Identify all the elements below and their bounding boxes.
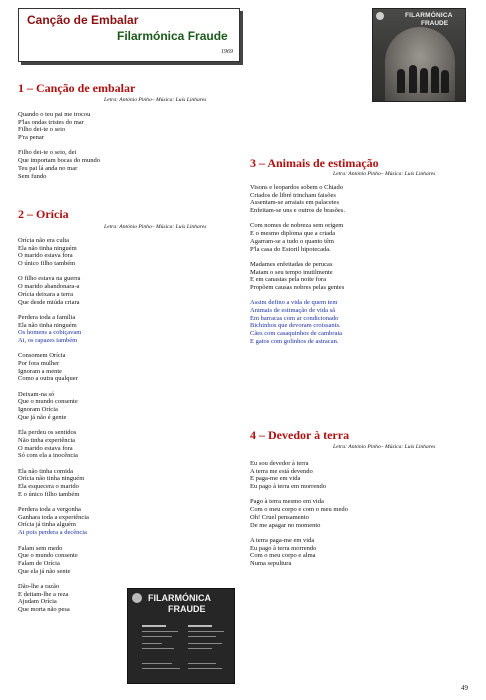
lyric-line: Que já não é gente [18, 413, 67, 421]
cover-top-line1: FILARMÓNICA [405, 12, 453, 19]
lyric-line: Não tinha experiência [18, 436, 76, 444]
lyric-line: Eu pago à terra em morrendo [250, 483, 326, 491]
lyric-line: Que ela já não sente [18, 567, 71, 575]
stanza [18, 506, 89, 537]
stanza [18, 468, 89, 499]
lyric-line: E o único filho também [18, 490, 80, 498]
band-member-figure [431, 66, 439, 93]
credits-decoration [188, 663, 216, 664]
header-title: Canção de Embalar [27, 13, 139, 27]
lyric-line: Ai, os rapazes também [18, 336, 78, 344]
tracklist-decoration [142, 631, 178, 632]
lyric-line: Cães com casaquinhos de cambraia [250, 330, 343, 338]
lyric-line: A terra paga-me em vida [250, 536, 315, 544]
lyric-line: Perdera toda a família [18, 313, 76, 321]
tracklist-decoration [188, 648, 212, 649]
lyric-line: E paga-me em vida [250, 475, 301, 483]
stanza [18, 352, 89, 383]
song-3-lyrics [250, 184, 345, 353]
song-2-lyrics [18, 237, 89, 621]
lyric-line: Sem fundo [18, 172, 47, 180]
tracklist-decoration [142, 643, 162, 644]
song-3-title: 3 – Animais de estimação [250, 156, 379, 170]
lyric-line: Quando o teu pai me trocou [18, 111, 91, 118]
lyric-line: Madames enfeitadas de perucas [250, 260, 333, 268]
lyric-line: Assentam-se arraiais em palacetes [250, 199, 339, 207]
credits-decoration [188, 668, 222, 669]
lyric-line: Assim defino a vida de quem tem [250, 299, 338, 307]
lyric-line: Em barracas com ar condicionado [250, 314, 339, 322]
stanza [250, 299, 345, 345]
lyric-line: P'las ondas tristes do mar [18, 118, 84, 126]
lyric-line: Que o mundo consente [18, 398, 78, 406]
tracklist-decoration [188, 631, 224, 632]
song-4-credit: Letra: António Pinho– Música: Luís Linhares [333, 444, 436, 450]
lyric-line: E o mesmo diploma que a criada [250, 230, 336, 238]
stanza [18, 275, 89, 306]
lyric-line: O marido abandonara-a [18, 283, 80, 291]
lyric-line: Orícia não tinha ninguém [18, 475, 85, 483]
song-3-credit: Letra: António Pinho– Música: Luís Linhares [333, 171, 436, 177]
album-cover-bottom [127, 588, 235, 684]
tracklist-decoration [142, 648, 174, 649]
lyric-line: Criados de libré trincham faisões [250, 191, 336, 199]
lyric-line: Que desde miúda criara [18, 298, 80, 306]
stanza [250, 184, 345, 215]
lyric-line: Ela perdeu os sentidos [18, 429, 77, 437]
lyric-line: Com o meu corpo e com o meu medo [250, 506, 348, 514]
lyric-line: Ela esquecera o marido [18, 483, 79, 490]
song-1-credit: Letra: António Pinho– Música: Luís Linhares [104, 97, 207, 103]
lyric-line: E em canastas pela noite fora [250, 276, 326, 284]
lyric-line: Que morta não pesa [18, 606, 70, 613]
lyric-line: De me apagar no momento [250, 521, 321, 529]
credits-decoration [142, 663, 172, 664]
band-member-figure [420, 68, 428, 93]
lyric-line: Numa sepultura [250, 559, 292, 567]
lyric-line: Dão-lhe a razão [18, 582, 60, 590]
lyric-line: Ai pois perdera a decência [18, 529, 87, 537]
band-member-figure [441, 70, 449, 93]
lyric-line: Propõem causas nobres pelas gentes [250, 283, 345, 291]
stanza [18, 545, 89, 576]
stanza [18, 149, 100, 180]
song-1-title: 1 – Canção de embalar [18, 81, 136, 95]
header-band: Filarmónica Fraude [117, 29, 228, 43]
stanza [250, 537, 348, 568]
lyric-line: Falam sem medo [18, 544, 63, 552]
stanza [18, 111, 100, 142]
stanza [18, 391, 89, 422]
stanza [250, 498, 348, 529]
band-member-figure [409, 65, 417, 93]
lyric-line: Bichinhos que devoram croissants. [250, 322, 341, 330]
tracklist-decoration [188, 643, 222, 644]
lyric-line: Ela não tinha ninguém [18, 321, 77, 329]
lyric-line: Os homens a cobiçavam [18, 329, 82, 337]
record-label-logo-icon [132, 593, 142, 603]
record-label-logo-icon [376, 12, 384, 20]
lyric-line: Com o meu corpo e alma [250, 552, 316, 560]
lyric-line: Enfeitam-se uns e outros de brasões. [250, 207, 345, 215]
stanza [250, 460, 348, 491]
band-member-figure [397, 69, 405, 93]
song-4-title: 4 – Devedor à terra [250, 428, 350, 442]
lyric-line: O marido estava fora [18, 444, 73, 452]
song-1-lyrics [18, 111, 100, 188]
lyric-line: Só com ela a inocência [18, 452, 78, 460]
lyric-line: Filho dei-te o seio [18, 126, 66, 134]
tracklist-decoration [142, 636, 172, 637]
stanza [18, 314, 89, 345]
lyric-line: Eu sou devedor à terra [250, 460, 309, 467]
song-2-credit: Letra: António Pinho– Música: Luís Linhares [104, 224, 207, 230]
credits-decoration [142, 668, 180, 669]
lyric-line: O único filho também [18, 260, 76, 268]
header-box [18, 8, 240, 62]
lyric-line: O filho estava na guerra [18, 275, 81, 283]
lyric-line: Visons e leopardos sobem o Chiado [250, 184, 343, 191]
lyric-line: Orícia não era culta [18, 237, 70, 244]
lyric-line: Eu pago à terra morrendo [250, 544, 317, 552]
stanza [18, 429, 89, 460]
song-2-title: 2 – Orícia [18, 207, 69, 221]
stanza [250, 261, 345, 292]
lyric-line: P'la casa do Estoril hipotecada. [250, 245, 331, 253]
stanza [250, 222, 345, 253]
header-year: 1969 [221, 49, 233, 55]
lyric-line: Com nomes de nobreza sem origem [250, 222, 344, 230]
lyric-line: Como a outra qualquer [18, 375, 78, 383]
tracklist-decoration [142, 625, 166, 627]
song-4-lyrics [250, 460, 348, 575]
lyric-line: Pago à terra mesmo em vida [250, 498, 324, 506]
tracklist-decoration [188, 625, 212, 627]
lyric-line: Orícia deixara a terra [18, 290, 74, 298]
lyric-line: E gatos com golinhos de astracan. [250, 337, 339, 345]
lyric-line: Ignoram a mente [18, 367, 63, 375]
lyric-line: Filho dei-te o seio, dei [18, 149, 77, 157]
cover-bottom-line1: FILARMÓNICA [148, 593, 211, 603]
lyric-line: Perdera toda a vergonha [18, 506, 81, 514]
lyric-line: Orícia já tinha alguém [18, 521, 76, 529]
lyric-line: O marido estava fora [18, 252, 73, 260]
lyric-line: Matam o seu tempo inutilmente [250, 268, 333, 276]
lyric-line: E deitam-lhe a reza [18, 590, 69, 598]
lyric-line: Ajudam Orícia [18, 598, 57, 606]
stanza [18, 237, 89, 268]
lyric-line: Falam de Orícia [18, 559, 60, 567]
lyric-line: Que o mundo consente [18, 552, 78, 560]
page-number: 49 [461, 684, 468, 692]
lyric-line: Deixam-na só [18, 390, 55, 398]
lyric-line: Animais de estimação de vida sã [250, 307, 336, 314]
lyric-line: Ignoram Orícia [18, 406, 58, 414]
lyric-line: Oh! Cruel pensamento [250, 513, 309, 521]
stanza [18, 583, 89, 614]
lyric-line: Ganhara toda a experiência [18, 513, 89, 521]
album-cover-top [372, 8, 466, 102]
lyric-line: Ela não tinha comida [18, 467, 74, 475]
lyric-line: P'ra penar [18, 134, 44, 142]
lyric-line: A terra me está devendo [250, 467, 313, 475]
lyric-line: Consomem Orícia [18, 352, 66, 360]
cover-bottom-line2: FRAUDE [168, 604, 206, 614]
lyric-line: Ela não tinha ninguém [18, 244, 77, 252]
lyric-line: Agarram-se a tudo o quanto têm [250, 237, 334, 245]
lyric-line: Que importam bocas do mundo [18, 157, 100, 165]
cover-top-line2: FRAUDE [421, 20, 449, 27]
tracklist-decoration [188, 636, 216, 637]
lyric-line: Por fora mulher [18, 360, 60, 367]
lyric-line: Teu pai lá anda no mar [18, 164, 78, 172]
